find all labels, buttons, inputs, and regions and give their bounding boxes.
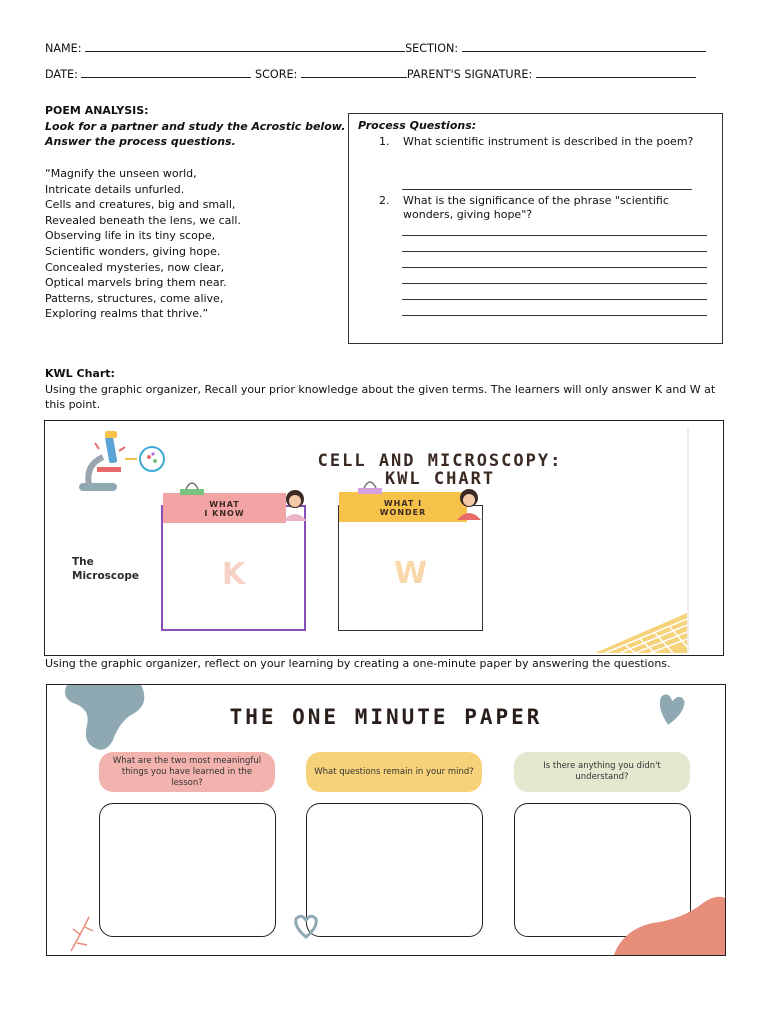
poem-line: Revealed beneath the lens, we call. xyxy=(45,213,241,227)
poem-line: Optical marvels bring them near. xyxy=(45,276,227,290)
twig-decoration xyxy=(67,913,97,953)
acrostic-poem xyxy=(45,166,241,322)
kwl-tab-wonder-line-2: WONDER xyxy=(379,508,427,517)
kwl-row-label-line-1: The xyxy=(72,556,94,568)
poem-analysis-heading: POEM ANALYSIS: xyxy=(45,104,149,117)
student-avatar-icon xyxy=(451,484,487,520)
poem-line: “Magnify the unseen world, xyxy=(45,167,197,180)
parent-signature-label: PARENT'S SIGNATURE: xyxy=(406,68,533,81)
kwl-card-know xyxy=(161,500,306,631)
kwl-row-label-line-2: Microscope xyxy=(72,570,139,582)
question-pill-2: What questions remain in your mind? xyxy=(306,752,482,792)
poem-line: Patterns, structures, come alive, xyxy=(45,291,224,305)
kwl-card-wonder xyxy=(338,499,483,631)
answer-line-q2[interactable] xyxy=(402,267,707,268)
kwl-letter-w: W xyxy=(393,556,428,591)
waffle-pattern-decoration xyxy=(595,607,687,653)
score-field[interactable] xyxy=(301,66,407,78)
name-label: NAME: xyxy=(45,42,82,55)
kwl-chart-frame xyxy=(44,420,724,656)
section-field[interactable] xyxy=(462,40,706,52)
answer-line-q2[interactable] xyxy=(402,251,707,252)
question-2-text: What is the significance of the phrase "scientific wonders, giving hope"? xyxy=(403,194,669,221)
process-questions-title: Process Questions: xyxy=(358,119,477,132)
question-pill-1: What are the two most meaningful things you have learned in the lesson? xyxy=(99,752,275,792)
binder-clip-icon xyxy=(355,476,385,498)
kwl-heading: KWL Chart: xyxy=(45,367,115,380)
answer-line-q2[interactable] xyxy=(402,315,707,316)
kwl-tab-wonder-line-1: WHAT I xyxy=(383,499,423,508)
kwl-instruction: Using the graphic organizer, Recall your prior knowledge about the given terms. The learners will only answer K and W at this point. xyxy=(45,383,716,411)
student-avatar-icon xyxy=(277,485,313,521)
question-1-text: What scientific instrument is described in the poem? xyxy=(403,135,694,148)
kwl-tab-know-line-1: WHAT xyxy=(209,500,240,509)
kwl-letter-k: K xyxy=(221,557,246,592)
score-label: SCORE: xyxy=(255,68,298,81)
kwl-title-line-1: CELL AND MICROSCOPY: xyxy=(317,451,563,471)
question-1-number: 1. xyxy=(379,135,390,148)
poem-instruction-1: Look for a partner and study the Acrostic below. xyxy=(45,120,346,133)
poem-line: Cells and creatures, big and small, xyxy=(45,198,236,212)
answer-line-q2[interactable] xyxy=(402,299,707,300)
header-row-2 xyxy=(45,66,725,81)
one-minute-title: THE ONE MINUTE PAPER xyxy=(229,705,543,729)
heart-outline-icon xyxy=(291,911,321,941)
one-minute-instruction: Using the graphic organizer, reflect on your learning by creating a one-minute paper by answering the questions. xyxy=(45,657,671,670)
kwl-tab-know-line-2: I KNOW xyxy=(204,509,245,518)
parent-signature-field[interactable] xyxy=(536,66,696,78)
one-minute-paper xyxy=(46,684,726,956)
question-pill-3: Is there anything you didn't understand? xyxy=(514,752,690,792)
answer-line-q2[interactable] xyxy=(402,235,707,236)
answer-box-2[interactable] xyxy=(306,803,483,937)
poem-line: Intricate details unfurled. xyxy=(45,182,185,196)
date-field[interactable] xyxy=(81,66,251,78)
kwl-title-line-2: KWL CHART xyxy=(384,469,496,489)
poem-instruction-2: Answer the process questions. xyxy=(45,135,236,148)
answer-box-1[interactable] xyxy=(99,803,276,937)
microscope-icon xyxy=(69,429,179,499)
poem-line: Scientific wonders, giving hope. xyxy=(45,244,221,258)
date-label: DATE: xyxy=(45,68,78,81)
binder-clip-icon xyxy=(177,477,207,499)
kwl-row-label xyxy=(72,555,139,583)
kwl-chart xyxy=(55,427,689,653)
poem-line: Exploring realms that thrive.” xyxy=(45,307,209,321)
poem-line: Concealed mysteries, now clear, xyxy=(45,260,225,274)
question-2-number: 2. xyxy=(379,194,390,207)
answer-line-q1[interactable] xyxy=(402,189,692,190)
name-field[interactable] xyxy=(85,40,405,52)
answer-line-q2[interactable] xyxy=(402,283,707,284)
process-questions-box xyxy=(348,113,723,344)
coral-corner-decoration xyxy=(613,895,726,956)
header-row-1 xyxy=(45,40,725,55)
section-label: SECTION: xyxy=(405,42,459,55)
poem-line: Observing life in its tiny scope, xyxy=(45,229,216,243)
